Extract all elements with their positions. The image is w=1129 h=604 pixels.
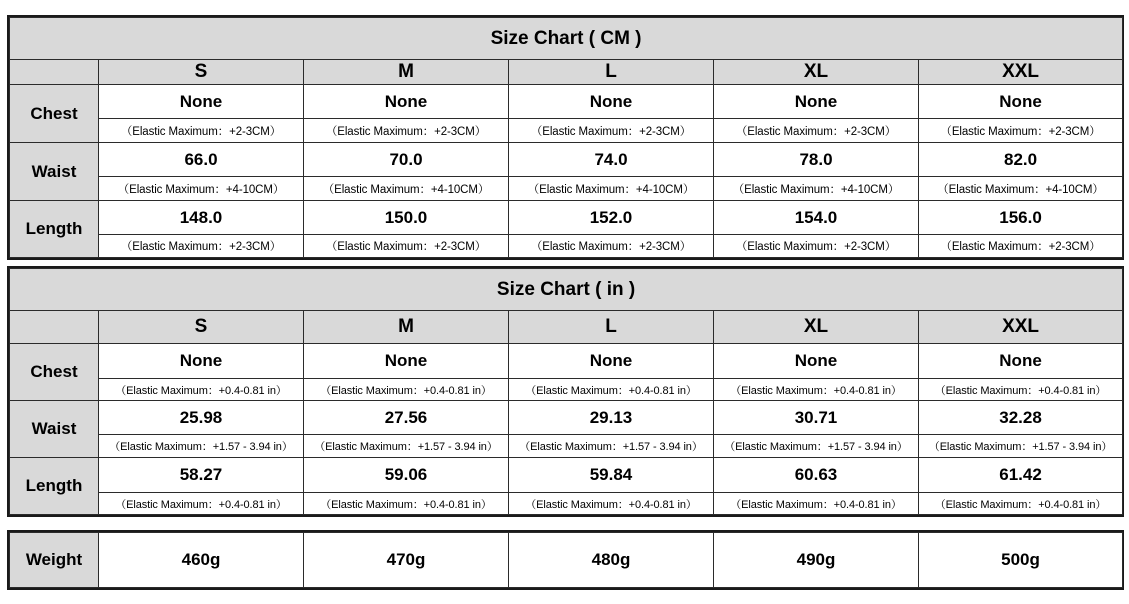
measurement-value: 66.0 <box>99 143 304 177</box>
measurement-value: 156.0 <box>919 201 1123 235</box>
measurement-value: 27.56 <box>304 401 509 435</box>
measurement-value: None <box>509 344 714 379</box>
measurement-value: 82.0 <box>919 143 1123 177</box>
size-chart-in <box>7 266 1124 517</box>
weight-value: 480g <box>509 533 714 588</box>
elastic-note: （Elastic Maximum：+0.4-0.81 in） <box>99 493 304 515</box>
size-header: XL <box>714 311 919 344</box>
measurement-value: 70.0 <box>304 143 509 177</box>
measurement-value: 32.28 <box>919 401 1123 435</box>
measurement-value: 59.84 <box>509 458 714 493</box>
elastic-note: （Elastic Maximum：+2-3CM） <box>304 119 509 143</box>
elastic-note: （Elastic Maximum：+2-3CM） <box>99 119 304 143</box>
size-chart-cm <box>7 15 1124 260</box>
measurement-value: 58.27 <box>99 458 304 493</box>
measurement-value: 60.63 <box>714 458 919 493</box>
measurement-value: None <box>714 85 919 119</box>
elastic-note: （Elastic Maximum：+1.57 - 3.94 in） <box>509 435 714 458</box>
measurement-value: 59.06 <box>304 458 509 493</box>
elastic-note: （Elastic Maximum：+2-3CM） <box>919 235 1123 258</box>
measurement-value: 30.71 <box>714 401 919 435</box>
row-label-chest: Chest <box>10 344 99 401</box>
row-label-length: Length <box>10 201 99 258</box>
elastic-note: （Elastic Maximum：+4-10CM） <box>919 177 1123 201</box>
header-corner <box>10 60 99 85</box>
elastic-note: （Elastic Maximum：+4-10CM） <box>714 177 919 201</box>
elastic-note: （Elastic Maximum：+4-10CM） <box>509 177 714 201</box>
measurement-value: 152.0 <box>509 201 714 235</box>
measurement-value: None <box>304 85 509 119</box>
size-header: S <box>99 60 304 85</box>
measurement-value: None <box>99 344 304 379</box>
size-header: L <box>509 311 714 344</box>
measurement-value: 150.0 <box>304 201 509 235</box>
elastic-note: （Elastic Maximum：+0.4-0.81 in） <box>714 493 919 515</box>
elastic-note: （Elastic Maximum：+4-10CM） <box>304 177 509 201</box>
measurement-value: None <box>99 85 304 119</box>
size-header: M <box>304 60 509 85</box>
weight-value: 460g <box>99 533 304 588</box>
elastic-note: （Elastic Maximum：+1.57 - 3.94 in） <box>919 435 1123 458</box>
elastic-note: （Elastic Maximum：+1.57 - 3.94 in） <box>304 435 509 458</box>
elastic-note: （Elastic Maximum：+0.4-0.81 in） <box>509 379 714 401</box>
elastic-note: （Elastic Maximum：+0.4-0.81 in） <box>99 379 304 401</box>
elastic-note: （Elastic Maximum：+2-3CM） <box>99 235 304 258</box>
weight-value: 470g <box>304 533 509 588</box>
elastic-note: （Elastic Maximum：+0.4-0.81 in） <box>919 379 1123 401</box>
measurement-value: None <box>509 85 714 119</box>
row-label-weight: Weight <box>10 533 99 588</box>
elastic-note: （Elastic Maximum：+2-3CM） <box>714 235 919 258</box>
measurement-value: None <box>919 344 1123 379</box>
row-label-chest: Chest <box>10 85 99 143</box>
measurement-value: 154.0 <box>714 201 919 235</box>
measurement-value: None <box>304 344 509 379</box>
row-label-length: Length <box>10 458 99 515</box>
elastic-note: （Elastic Maximum：+0.4-0.81 in） <box>714 379 919 401</box>
measurement-value: None <box>919 85 1123 119</box>
measurement-value: 74.0 <box>509 143 714 177</box>
size-header: XL <box>714 60 919 85</box>
elastic-note: （Elastic Maximum：+2-3CM） <box>509 235 714 258</box>
elastic-note: （Elastic Maximum：+4-10CM） <box>99 177 304 201</box>
weight-value: 500g <box>919 533 1123 588</box>
row-label-waist: Waist <box>10 401 99 458</box>
size-chart-in-table <box>9 268 1123 515</box>
elastic-note: （Elastic Maximum：+0.4-0.81 in） <box>919 493 1123 515</box>
row-label-waist: Waist <box>10 143 99 201</box>
size-header: L <box>509 60 714 85</box>
measurement-value: 25.98 <box>99 401 304 435</box>
elastic-note: （Elastic Maximum：+2-3CM） <box>509 119 714 143</box>
measurement-value: 78.0 <box>714 143 919 177</box>
elastic-note: （Elastic Maximum：+0.4-0.81 in） <box>304 379 509 401</box>
elastic-note: （Elastic Maximum：+0.4-0.81 in） <box>509 493 714 515</box>
weight-value: 490g <box>714 533 919 588</box>
weight-table-body <box>9 532 1123 588</box>
measurement-value: None <box>714 344 919 379</box>
elastic-note: （Elastic Maximum：+2-3CM） <box>304 235 509 258</box>
elastic-note: （Elastic Maximum：+1.57 - 3.94 in） <box>714 435 919 458</box>
size-chart-cm-title: Size Chart ( CM ) <box>10 18 1123 60</box>
header-corner <box>10 311 99 344</box>
size-chart-in-title: Size Chart ( in ) <box>10 269 1123 311</box>
elastic-note: （Elastic Maximum：+2-3CM） <box>919 119 1123 143</box>
size-header: XXL <box>919 60 1123 85</box>
measurement-value: 148.0 <box>99 201 304 235</box>
measurement-value: 61.42 <box>919 458 1123 493</box>
size-header: M <box>304 311 509 344</box>
elastic-note: （Elastic Maximum：+0.4-0.81 in） <box>304 493 509 515</box>
size-chart-cm-table <box>9 17 1123 258</box>
size-header: XXL <box>919 311 1123 344</box>
weight-table <box>7 530 1124 590</box>
measurement-value: 29.13 <box>509 401 714 435</box>
size-header: S <box>99 311 304 344</box>
elastic-note: （Elastic Maximum：+1.57 - 3.94 in） <box>99 435 304 458</box>
elastic-note: （Elastic Maximum：+2-3CM） <box>714 119 919 143</box>
